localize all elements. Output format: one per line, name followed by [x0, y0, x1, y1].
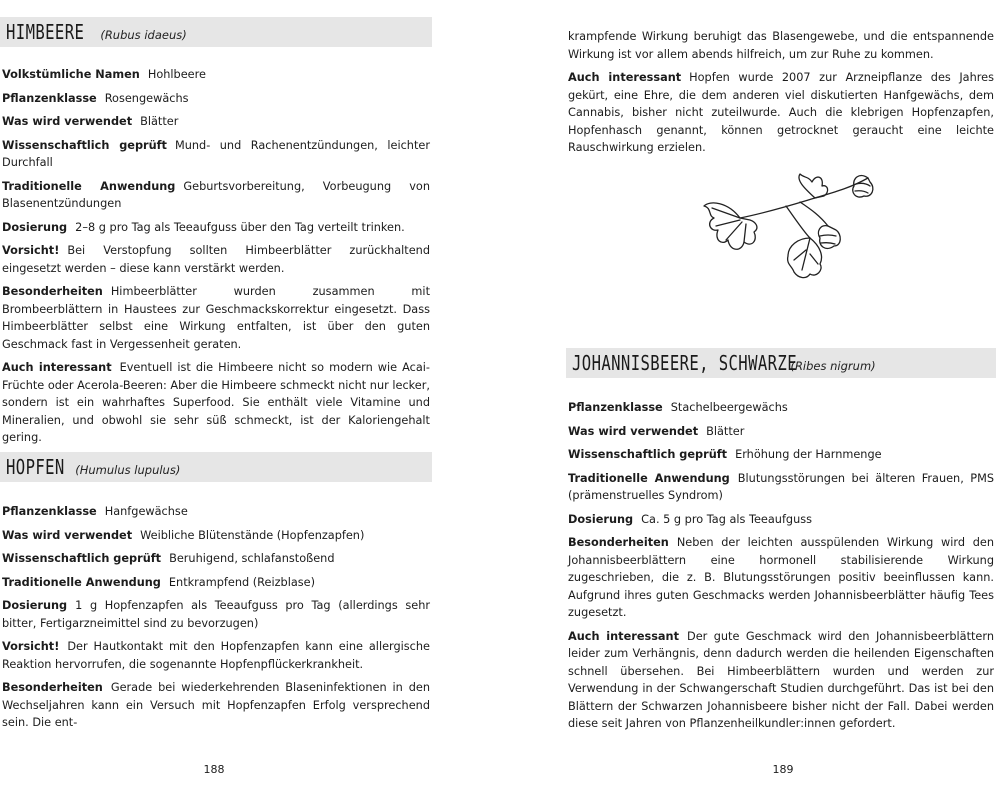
hop-stem	[740, 178, 868, 218]
hopfen-continuation	[568, 28, 994, 163]
himbeere-entries	[2, 66, 430, 453]
hopfen-title: HOPFEN	[6, 455, 65, 479]
entry-auch-interessant: Auch interessant Eventuell ist die Himbeere nicht so modern wie Acai-Früchte oder Acerola-Beeren: Aber die Himbeere schmeckt nicht nur lecker, sondern ist ein wahrhaftes Superfood. Sie enthält viele Vitamine und Mineralien, und obwohl sie sehr süß schmeckt, ist der Kaloriengehalt gering.	[2, 361, 430, 444]
hop-leaf-left	[704, 203, 757, 249]
himbeere-latin-name: (Rubus idaeus)	[100, 28, 187, 42]
johannisbeere-header	[566, 348, 996, 378]
hopfen-header	[0, 452, 432, 482]
entry-auch-interessant: Auch interessant Der gute Geschmack wird den Johannisbeerblättern leider zum Verhängnis, denn dadurch werden die heilenden Eigenschaften schnell übersehen. Bei Himbeerblättern wurden und werden zur Verwendung in der Schwangerschaft Studien durchgeführt. Das ist bei den Blättern der Schwarzen Johannisbeere bisher nicht der Fall. Dabei werden diese seit Jahren von Pflanzenheilkundler:innen gefordert.	[568, 629, 994, 730]
continuation-text: krampfende Wirkung beruhigt das Blasengewebe, und die entspannende Wirkung ist vor allem abends hilfreich, um zur Ruhe zu kommen.	[568, 30, 994, 61]
entry-was-wird-verwendet: Was wird verwendet Blätter	[2, 115, 179, 128]
hop-branch	[800, 202, 828, 226]
himbeere-header	[0, 17, 432, 47]
entry-was-wird-verwendet: Was wird verwendet Blätter	[568, 424, 745, 438]
page-number: 188	[203, 763, 225, 776]
entry-wissenschaftlich-geprueft: Wissenschaftlich geprüft Erhöhung der Harnmenge	[568, 448, 882, 461]
entry-traditionelle-anwendung: Traditionelle Anwendung Entkrampfend (Reizblase)	[2, 575, 315, 589]
entry-vorsicht: Vorsicht! Der Hautkontakt mit den Hopfenzapfen kann eine allergische Reaktion hervorrufen, die sogenannte Hopfenpflückerkrankheit.	[2, 640, 430, 671]
right-page	[566, 0, 996, 800]
hop-leaf-lower	[788, 238, 822, 278]
page-number: 189	[772, 763, 794, 776]
hop-leaf-top	[799, 174, 828, 198]
entry-dosierung: Dosierung Ca. 5 g pro Tag als Teeaufguss	[568, 512, 813, 526]
entry-pflanzenklasse: Pflanzenklasse Rosengewächs	[2, 91, 189, 105]
hopfen-latin-name: (Humulus lupulus)	[75, 463, 181, 477]
himbeere-title: HIMBEERE	[6, 20, 85, 44]
entry-wissenschaftlich-geprueft: Wissenschaftlich geprüft Beruhigend, schlafanstoßend	[2, 552, 335, 565]
left-page	[0, 0, 432, 800]
entry-auch-interessant: Auch interessant Hopfen wurde 2007 zur Arzneipflanze des Jahres gekürt, eine Ehre, die dem anderen viel diskutierten Hanfgewächs, dem Cannabis, bisher nicht zuteilwurde. Auch die klebrigen Hopfenzapfen, Hopfenhasch genannt, können getrocknet geraucht eine leichte Rauschwirkung erzielen.	[568, 71, 994, 154]
entry-dosierung: Dosierung 2–8 g pro Tag als Teeaufguss über den Tag verteilt trinken.	[2, 220, 405, 234]
entry-pflanzenklasse: Pflanzenklasse Stachelbeergewächs	[568, 401, 788, 414]
hop-branch-lower	[786, 206, 810, 238]
hop-cone-top	[853, 176, 873, 198]
johannisbeere-title: JOHANNISBEERE, SCHWARZE	[572, 351, 797, 375]
entry-traditionelle-anwendung: Traditionelle Anwendung Geburtsvorbereitung, Vorbeugung von Blasenentzündungen	[2, 179, 430, 210]
hopfen-entries	[2, 503, 430, 738]
entry-traditionelle-anwendung: Traditionelle Anwendung Blutungsstörungen bei älteren Frauen, PMS (prämenstruelles Syndrom)	[568, 471, 994, 502]
entry-vorsicht: Vorsicht! Bei Verstopfung sollten Himbeerblätter zurückhaltend eingesetzt werden – diese kann verstärkt werden.	[2, 244, 430, 275]
entry-volkstuemliche-namen: Volkstümliche Namen Hohlbeere	[2, 68, 206, 81]
entry-wissenschaftlich-geprueft: Wissenschaftlich geprüft Mund- und Rachenentzündungen, leichter Durchfall	[2, 138, 430, 169]
entry-was-wird-verwendet: Was wird verwendet Weibliche Blütenstände (Hopfenzapfen)	[2, 528, 365, 542]
hop-cone-right	[818, 226, 840, 249]
johannisbeere-entries	[568, 399, 994, 739]
entry-besonderheiten: Besonderheiten Neben der leichten ausspülenden Wirkung wird den Johannisbeerblättern eine hormonell stabilisierende Wirkung zugeschrieben, die z. B. Blutungsstörungen positiv beeinflussen kann. Aufgrund ihres guten Geschmacks werden Johannisbeerblätter häufig Tees zugesetzt.	[568, 536, 994, 619]
entry-pflanzenklasse: Pflanzenklasse Hanfgewächse	[2, 505, 188, 518]
hop-illustration	[700, 160, 880, 282]
johannisbeere-latin-name: (Ribes nigrum)	[790, 359, 876, 373]
entry-besonderheiten: Besonderheiten Himbeerblätter wurden zusammen mit Brombeerblättern in Haustees zur Geschmackskorrektur eingesetzt. Dass Himbeerblätter selbst eine Wirkung entfalten, ist über den guten Geschmack fast in Vergessenheit geraten.	[2, 285, 430, 351]
entry-dosierung: Dosierung 1 g Hopfenzapfen als Teeaufguss pro Tag (allerdings sehr bitter, Fertigarzneimittel sind zu bevorzugen)	[2, 599, 430, 630]
entry-besonderheiten: Besonderheiten Gerade bei wiederkehrenden Blaseninfektionen in den Wechseljahren kann ein Versuch mit Hopfenzapfen Erfolg versprechend sein. Die ent-	[2, 681, 430, 729]
